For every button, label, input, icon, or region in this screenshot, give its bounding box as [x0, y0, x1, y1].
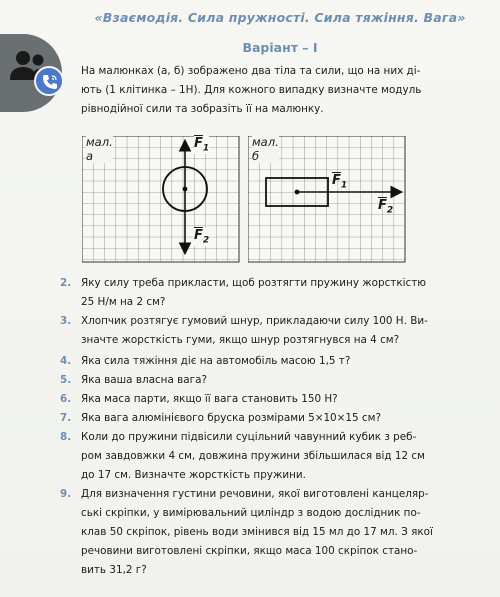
question-number: 6.: [60, 393, 72, 405]
question-number: 4.: [60, 355, 72, 367]
question-line: Яка ваша власна вага?: [81, 374, 207, 386]
question-line: ські скріпки, у вимірювальний циліндр з водою дослідник по-: [81, 507, 421, 519]
question-number: 7.: [60, 412, 72, 424]
question-line: Яку силу треба прикласти, щоб розтягти пружину жорсткістю: [81, 277, 427, 289]
question-line: значте жорсткість гуми, якщо шнур розтягнувся на 4 см?: [81, 334, 400, 346]
question-5: [60, 371, 480, 390]
figure-b-force-2-label: $\overline{F}_2$: [378, 198, 394, 216]
figure-a-label: мал. а: [86, 135, 113, 163]
figure-b-force-1-label: $\overline{F}_1$: [332, 173, 348, 191]
question-line: Яка маса парти, якщо її вага становить 150 Н?: [81, 393, 338, 405]
figure-a-force-2-label: $\overline{F}_2$: [194, 228, 210, 246]
question-7: [60, 409, 480, 428]
question-line: Яка вага алюмінієвого бруска розмірами 5×10×15 см?: [81, 412, 381, 424]
question-line: клав 50 скріпок, рівень води змінився від 15 мл до 17 мл. З якої: [81, 526, 433, 538]
question-number: 8.: [60, 431, 72, 443]
question-9: [60, 485, 480, 580]
question-line: Коли до пружини підвісили суцільний чавунний кубик з реб-: [81, 431, 417, 443]
question-2: [60, 274, 480, 312]
question-8: [60, 428, 480, 485]
question-line: Яка сила тяжіння діє на автомобіль масою 1,5 т?: [81, 355, 351, 367]
task-1-line-3: рівнодійної сили та зобразіть її на малюнку.: [81, 103, 324, 115]
question-line: 25 Н/м на 2 см?: [81, 296, 166, 308]
question-6: [60, 390, 480, 409]
variant-label: Варіант – I: [242, 40, 318, 55]
question-line: до 17 см. Визначте жорсткість пружини.: [81, 469, 306, 481]
question-line: Хлопчик розтягує гумовий шнур, прикладаючи силу 100 Н. Ви-: [81, 315, 428, 327]
figure-a-force-1-label: $\overline{F}_1$: [194, 136, 210, 154]
question-line: речовини виготовлені скріпки, якщо маса 100 скріпок стано-: [81, 545, 418, 557]
question-number: 9.: [60, 488, 72, 500]
question-4: [60, 352, 480, 371]
question-number: 5.: [60, 374, 72, 386]
question-3: [60, 312, 480, 350]
question-line: Для визначення густини речовини, якої виготовлені канцеляр-: [81, 488, 429, 500]
question-number: 3.: [60, 315, 72, 327]
task-1: [60, 62, 480, 119]
worksheet-title: «Взаємодія. Сила пружності. Сила тяжіння. Вага»: [94, 10, 466, 25]
question-line: вить 31,2 г?: [81, 564, 147, 576]
task-1-line-2: ють (1 клітинка – 1Н). Для кожного випадку визначте модуль: [81, 84, 422, 96]
task-1-line-1: На малюнках (а, б) зображено два тіла та сили, що на них ді-: [81, 65, 421, 77]
phone-call-icon: [41, 73, 59, 91]
figure-b-label: мал. б: [252, 135, 279, 163]
question-line: ром завдовжки 4 см, довжина пружини збільшилася від 12 см: [81, 450, 425, 462]
question-number: 2.: [60, 277, 72, 289]
